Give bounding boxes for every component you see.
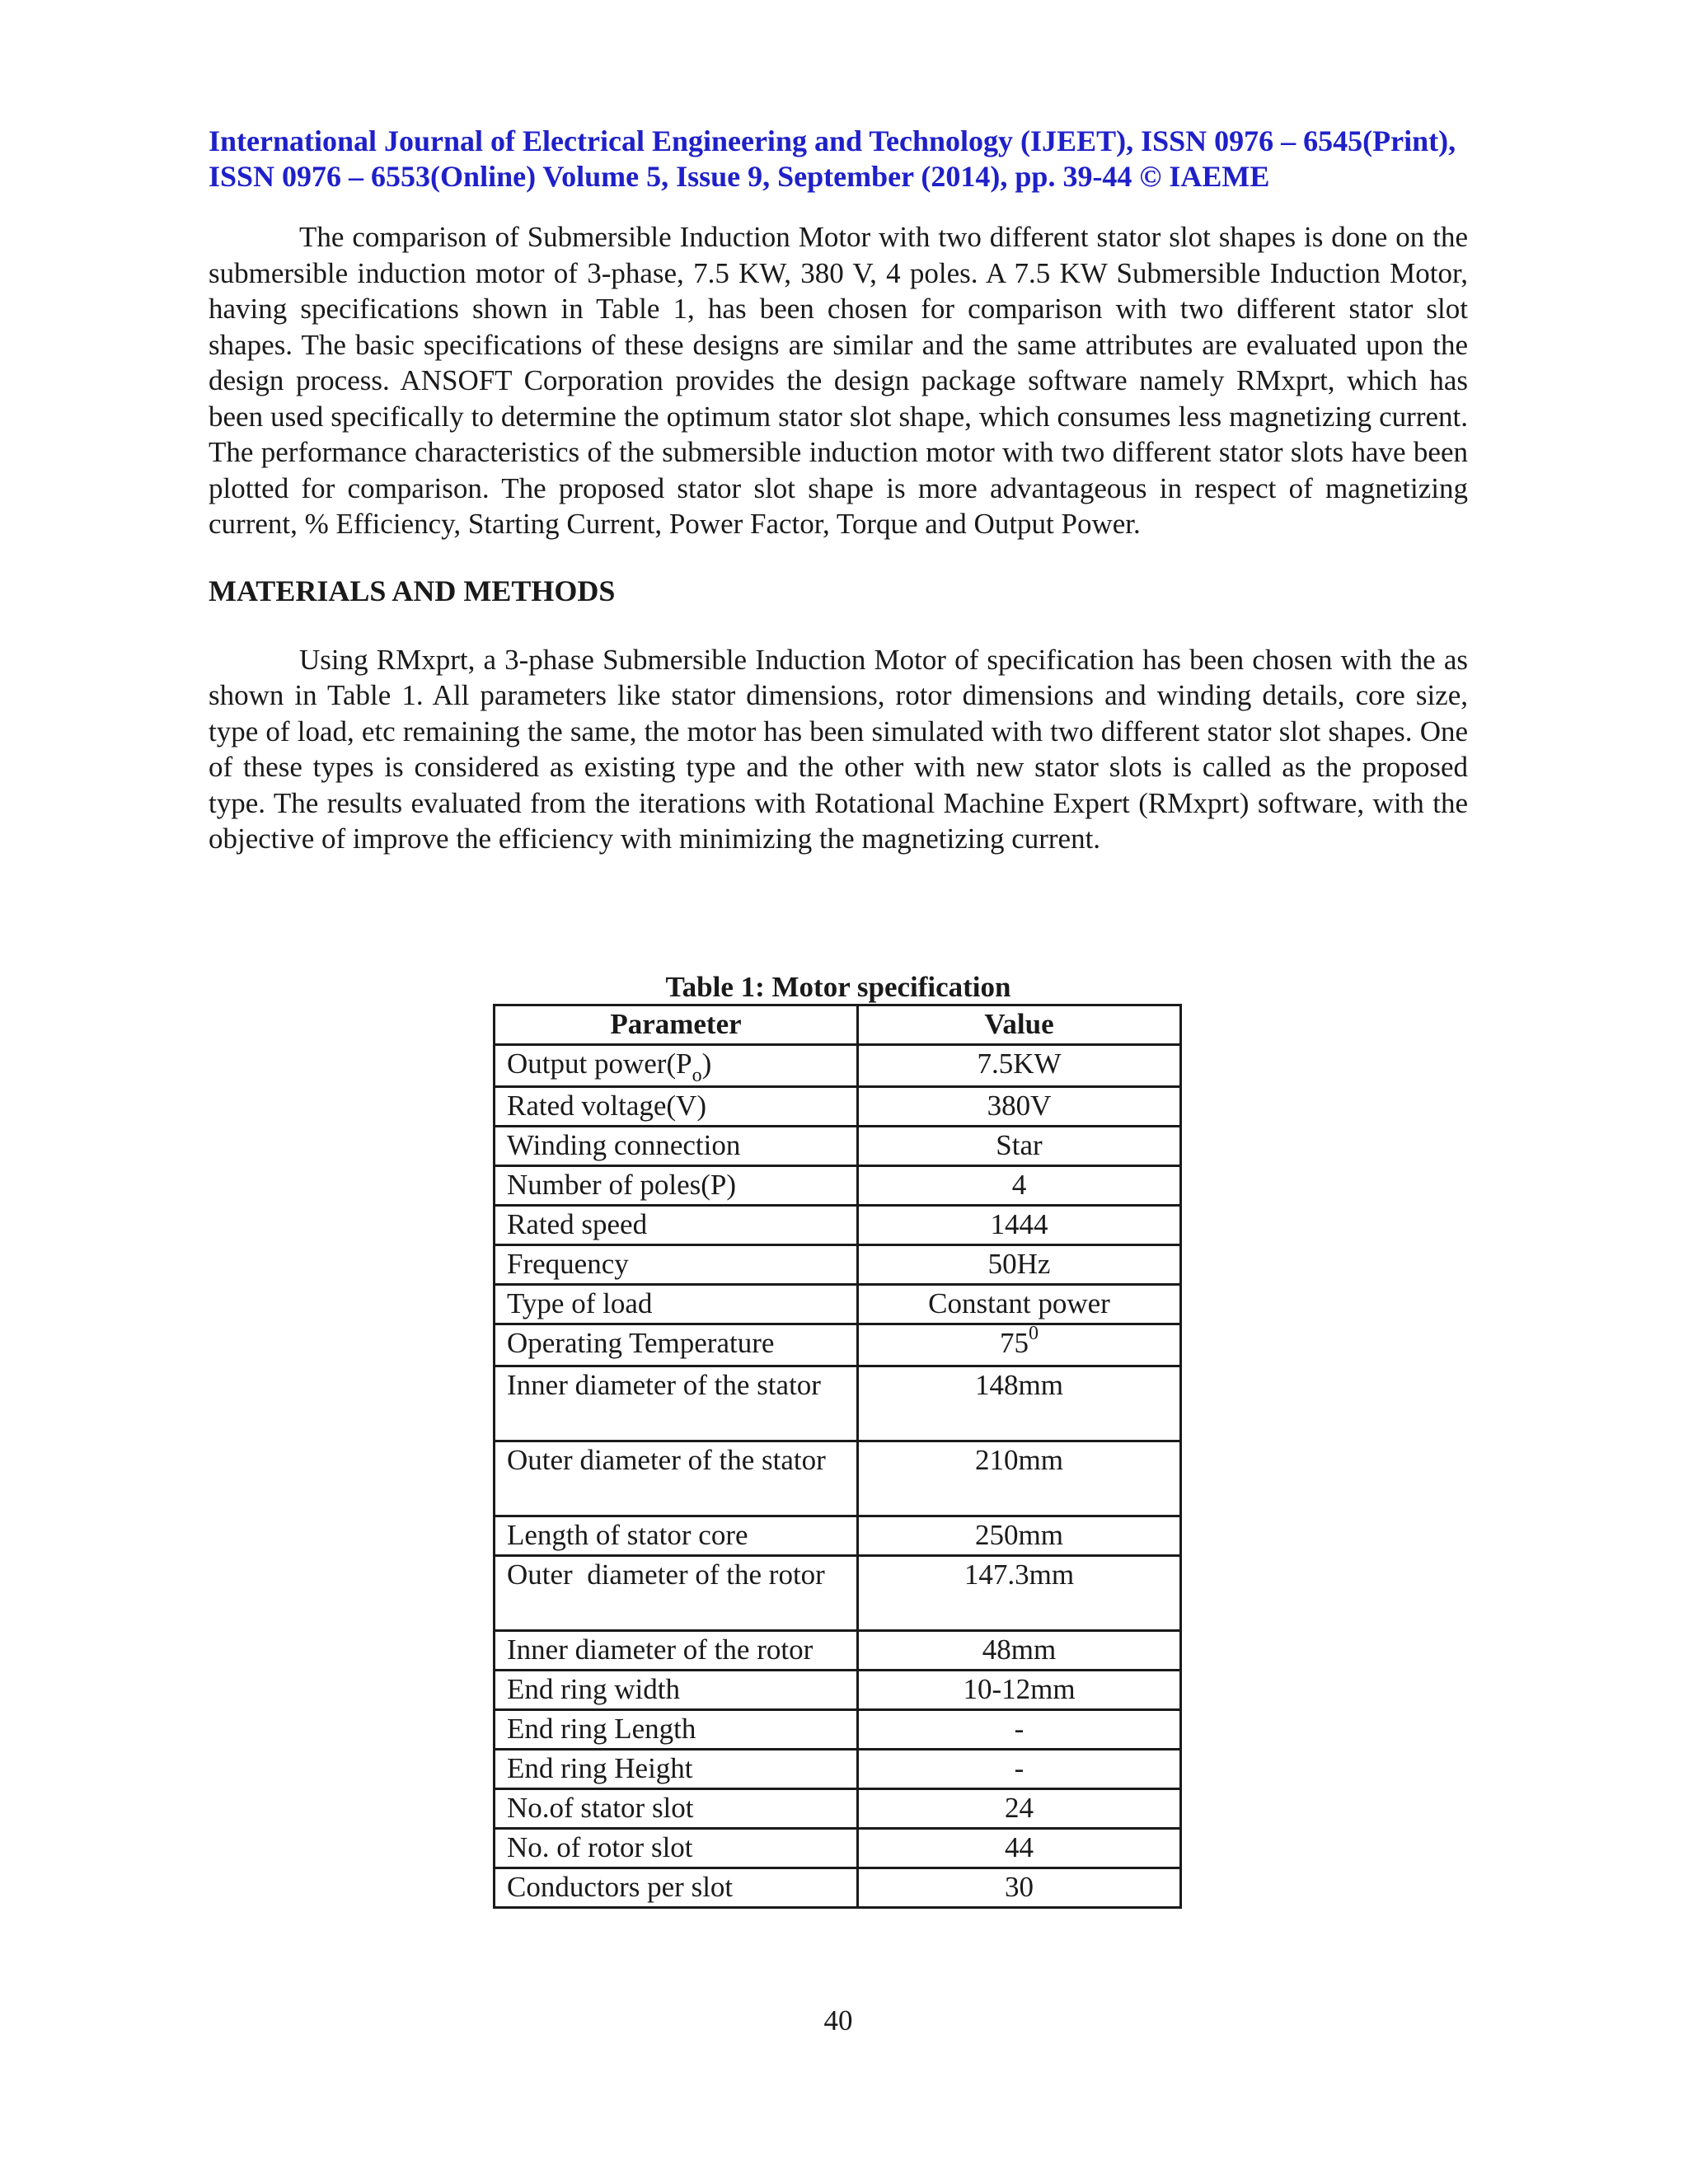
operating-temperature-value: 75 [1000,1327,1029,1359]
parameter-cell: Operating Temperature [495,1324,858,1366]
parameter-cell: No.of stator slot [495,1789,858,1829]
table-row [495,1789,1181,1829]
table-row [495,1206,1181,1245]
parameter-cell: Number of poles(P) [495,1166,858,1206]
parameter-cell: Rated voltage(V) [495,1087,858,1127]
output-power-label: Output power(P [507,1047,692,1080]
journal-header [209,124,1468,194]
parameter-cell [495,1045,858,1087]
header-value: Value [858,1005,1181,1045]
value-cell: 44 [858,1829,1181,1868]
value-cell: 147.3mm [858,1556,1181,1631]
table-row [495,1710,1181,1750]
table-row [495,1127,1181,1166]
page-number: 40 [823,2004,853,2036]
journal-header-line-1: International Journal of Electrical Engineering and Technology (IJEET), ISSN 0976 – 6545(Print), [209,124,1456,157]
value-cell: 148mm [858,1366,1181,1441]
paper-page [209,124,1468,2036]
parameter-cell: Inner diameter of the stator [495,1366,858,1441]
table-row [495,1829,1181,1868]
parameter-cell: Winding connection [495,1127,858,1166]
value-cell: - [858,1750,1181,1789]
table-row [495,1045,1181,1087]
operating-temperature-superscript: 0 [1029,1323,1039,1344]
parameter-cell: Inner diameter of the rotor [495,1631,858,1671]
parameter-cell: Conductors per slot [495,1868,858,1908]
value-cell: 48mm [858,1631,1181,1671]
value-cell: 210mm [858,1441,1181,1516]
table-row [495,1516,1181,1556]
table-row [495,1245,1181,1285]
table-row [495,1366,1181,1441]
table-header-row [495,1005,1181,1045]
output-power-close: ) [701,1047,712,1080]
parameter-cell: Length of stator core [495,1516,858,1556]
table-row [495,1285,1181,1324]
parameter-cell: End ring width [495,1671,858,1710]
journal-header-line-2: ISSN 0976 – 6553(Online) Volume 5, Issue 9, September (2014), pp. 39-44 © IAEME [209,160,1270,193]
value-cell: 380V [858,1087,1181,1127]
parameter-cell: Frequency [495,1245,858,1285]
parameter-cell: End ring Height [495,1750,858,1789]
output-power-subscript: o [692,1065,702,1086]
methods-paragraph: Using RMxprt, a 3-phase Submersible Induction Motor of specification has been chosen with the as shown in Table 1. All parameters like stator dimensions, rotor dimensions and winding details, core size, type of load, etc remaining the same, the motor has been simulated with two different stator slot shapes. One of these types is considered as existing type and the other with new stator slots is called as the proposed type. The results evaluated from the iterations with Rotational Machine Expert (RMxprt) software, with the objective of improve the efficiency with minimizing the magnetizing current. [209,643,1468,855]
intro-paragraph: The comparison of Submersible Induction Motor with two different stator slot shapes is done on the submersible induction motor of 3-phase, 7.5 KW, 380 V, 4 poles. A 7.5 KW Submersible Induction Motor, having specifications shown in Table 1, has been chosen for comparison with two different stator slot shapes. The basic specifications of these designs are similar and the same attributes are evaluated upon the design process. ANSOFT Corporation provides the design package software namely RMxprt, which has been used specifically to determine the optimum stator slot shape, which consumes less magnetizing current. The performance characteristics of the submersible induction motor with two different stator slots have been plotted for comparison. The proposed stator slot shape is more advantageous in respect of magnetizing current, % Efficiency, Starting Current, Power Factor, Torque and Output Power. [209,221,1468,540]
value-cell: 1444 [858,1206,1181,1245]
table-row [495,1631,1181,1671]
parameter-cell: No. of rotor slot [495,1829,858,1868]
value-cell: 30 [858,1868,1181,1908]
table-row [495,1556,1181,1631]
table-caption: Table 1: Motor specification [665,971,1011,1003]
value-cell: 4 [858,1166,1181,1206]
table-row [495,1750,1181,1789]
table-row [495,1441,1181,1516]
header-parameter: Parameter [495,1005,858,1045]
parameter-cell: Outer diameter of the stator [495,1441,858,1516]
value-cell: 250mm [858,1516,1181,1556]
table-row [495,1671,1181,1710]
table-row [495,1324,1181,1366]
table-row [495,1087,1181,1127]
motor-specification-table [493,1004,1182,1909]
parameter-cell: Rated speed [495,1206,858,1245]
parameter-cell: Outer diameter of the rotor [495,1556,858,1631]
value-cell: 10-12mm [858,1671,1181,1710]
table-row [495,1166,1181,1206]
value-cell: Constant power [858,1285,1181,1324]
value-cell: - [858,1710,1181,1750]
value-cell: 7.5KW [858,1045,1181,1087]
parameter-cell: Type of load [495,1285,858,1324]
value-cell: 50Hz [858,1245,1181,1285]
section-heading-materials-methods: MATERIALS AND METHODS [209,574,616,607]
value-cell: Star [858,1127,1181,1166]
parameter-cell: End ring Length [495,1710,858,1750]
table-row [495,1868,1181,1908]
value-cell [858,1324,1181,1366]
value-cell: 24 [858,1789,1181,1829]
